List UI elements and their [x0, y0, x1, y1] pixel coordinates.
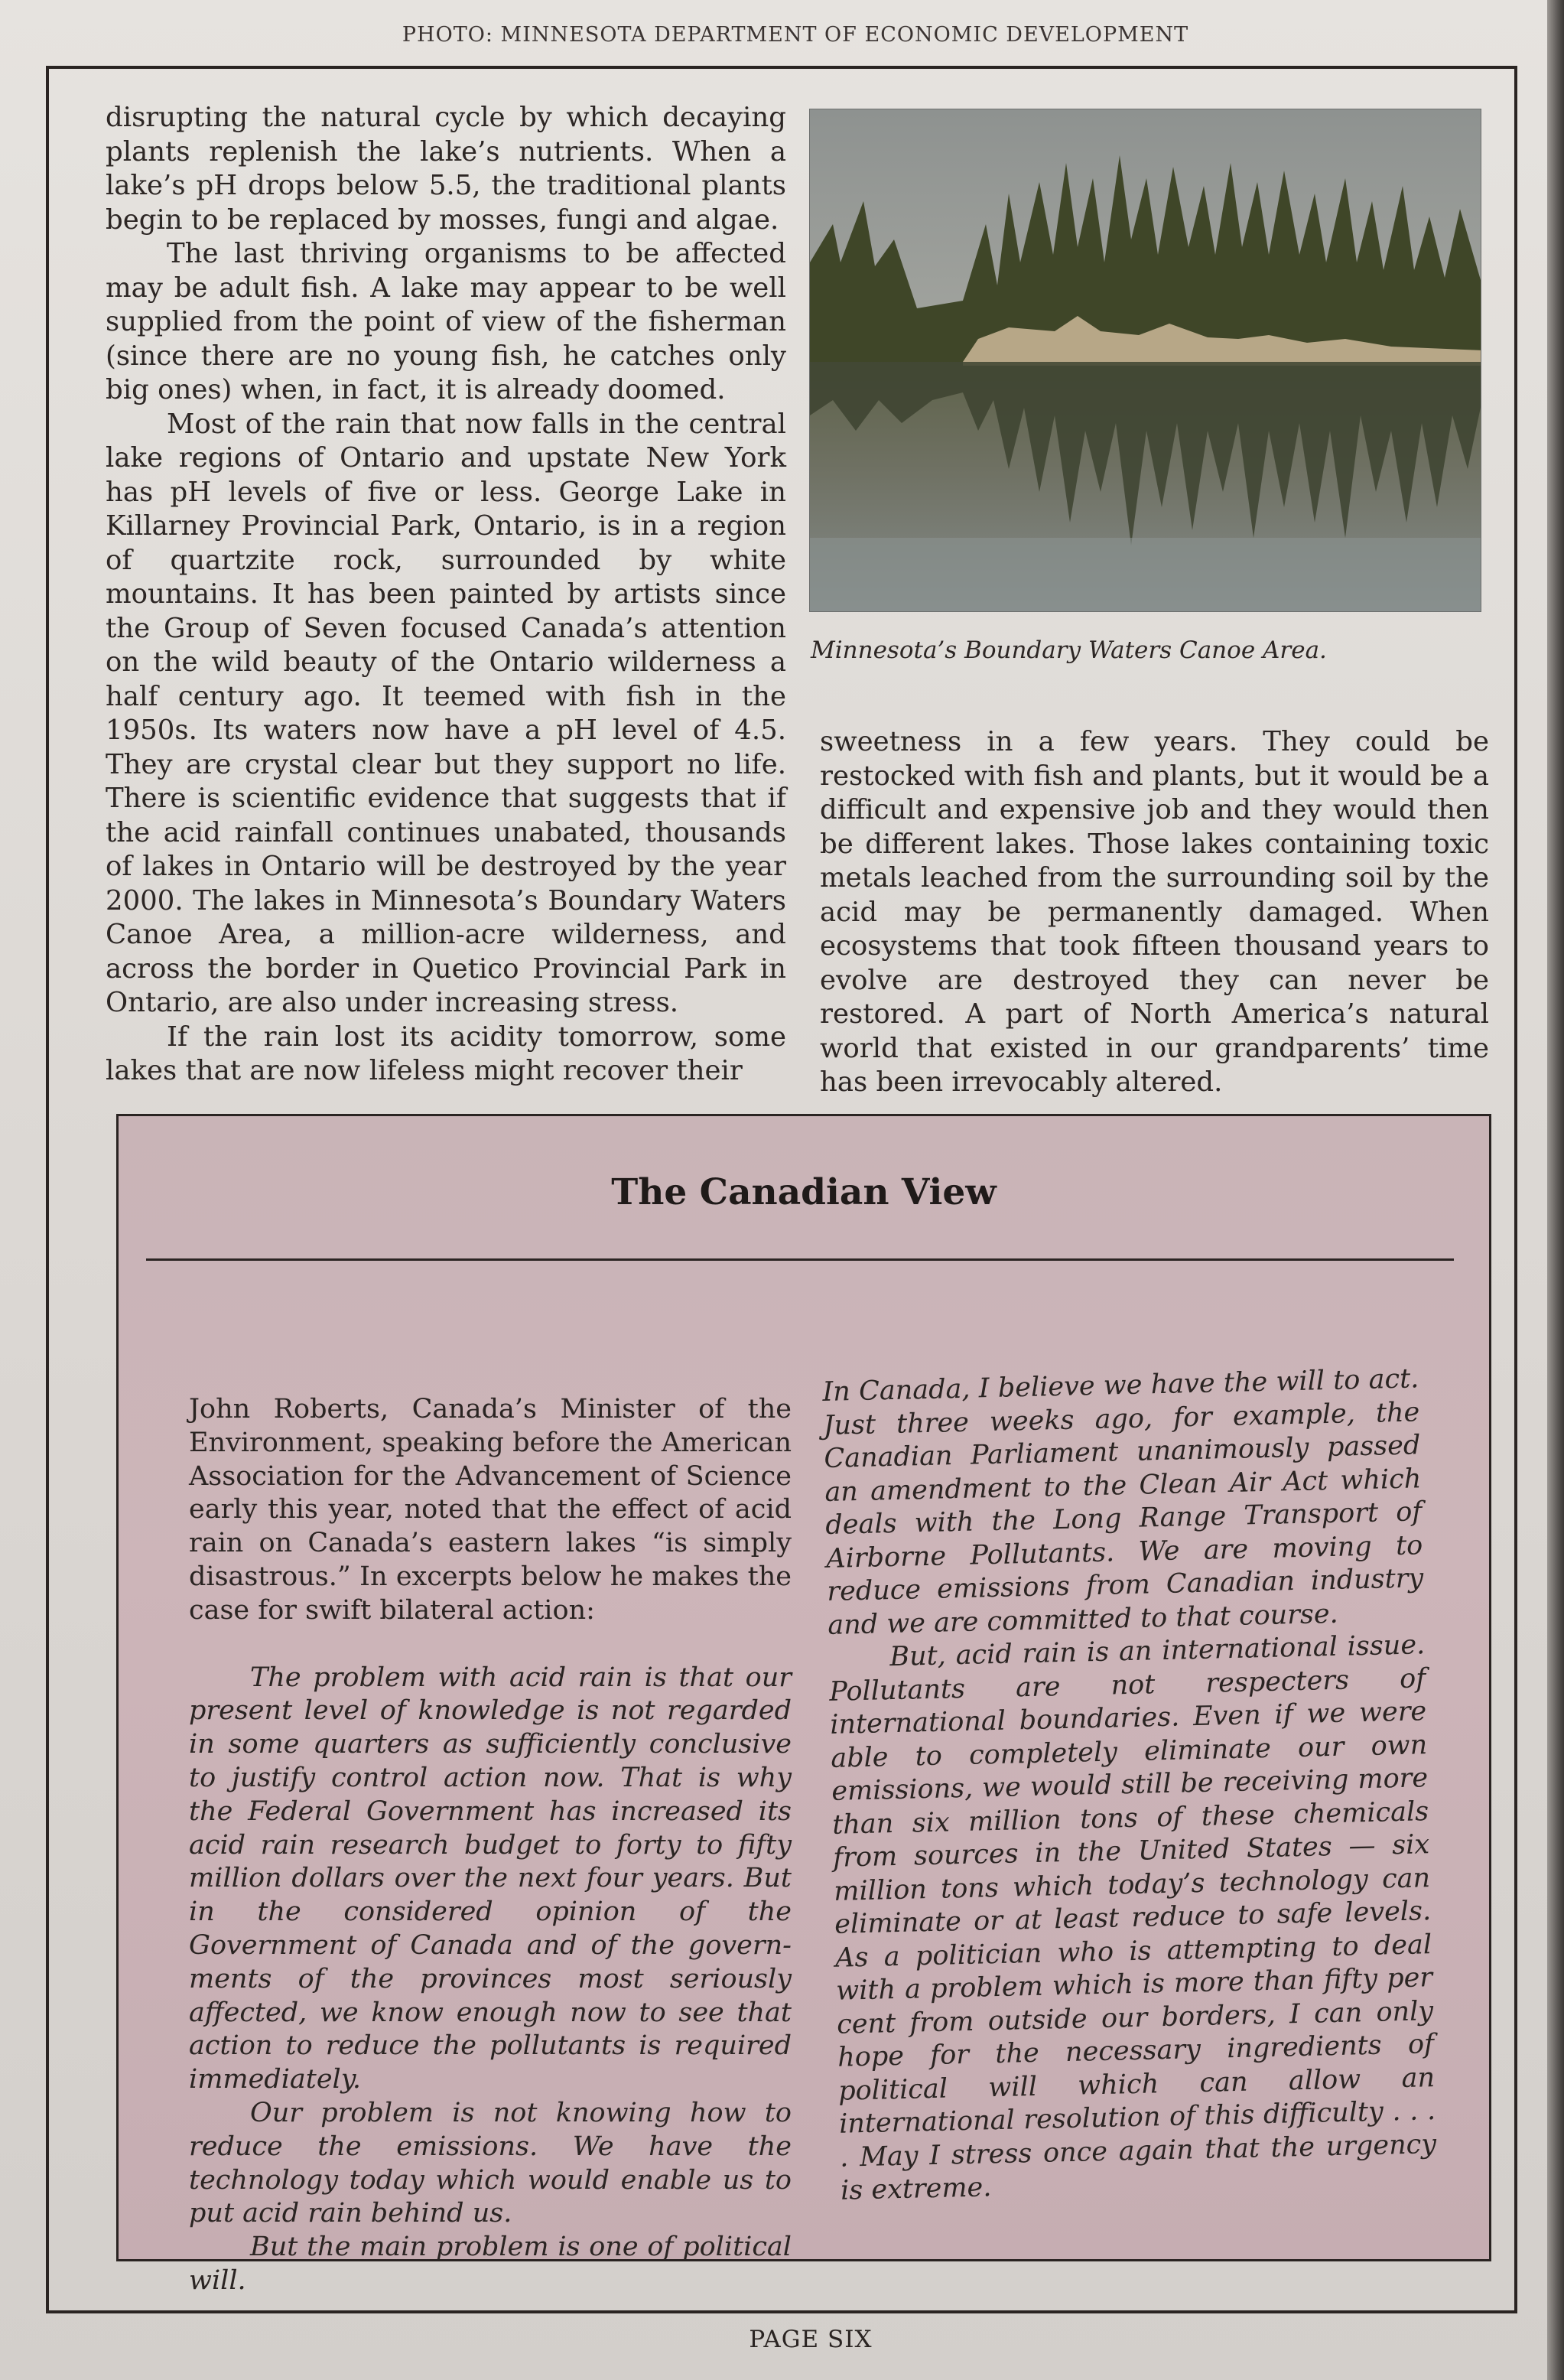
- sidebar-divider: [146, 1258, 1454, 1261]
- quote-paragraph: But, acid rain is an international issue. Pollutants are not respecters of international boundaries. Even if we were able to completely eliminate our own emissions, we would still be receiving more than six million tons of these chemicals from sources in the United States — six million tons which today’s technology can eliminate or at least reduce to safe levels. As a politician who is attempting to deal with a problem which is more than fifty per cent from outside our borders, I can only hope for the necessary ingredients of political will which can allow an international resolution of this difficulty . . . . May I stress once again that the urgency is extreme.: [828, 1630, 1437, 2206]
- article-paragraph: disrupting the natural cycle by which decaying plants replenish the lake’s nutrients. When a lake’s pH drops below 5.5, the traditional plants begin to be replaced by mosses, fungi and algae.: [106, 102, 786, 236]
- quote-paragraph: But the main problem is one of political will.: [189, 2232, 792, 2296]
- canadian-view-sidebar: [116, 1114, 1491, 2296]
- photo-credit: PHOTO: MINNESOTA DEPARTMENT OF ECONOMIC DEVELOPMENT: [402, 23, 1189, 47]
- lake-photo: [809, 109, 1481, 612]
- page-number: PAGE SIX: [749, 2326, 873, 2353]
- page-spine-edge: [1547, 0, 1564, 2380]
- quote-paragraph: In Canada, I believe we have the will to act. Just three weeks ago, for example, the Canadian Parliament unanimously passed an amendment to the Clean Air Act which deals with the Long Range Transport of Airborne Pollutants. We are moving to reduce emissions from Canadian industry and we are committed to that course.: [822, 1363, 1424, 1641]
- article-right-column: [820, 725, 1489, 1100]
- article-left-column: [106, 101, 786, 1089]
- sidebar-left-column: [189, 1393, 792, 2298]
- quote-paragraph: The problem with acid rain is that our present level of knowledge is not regarded in some quarters as sufficiently conclusive to justify control action now. That is why the Federal Government has increased its acid rain research budget to forty to fifty million dollars over the next four years. But in the considered opinion of the Government of Canada and of the governments of the provinces most seriously affected, we know enough now to see that action to reduce the pollutants is required immediately.: [189, 1662, 792, 2095]
- article-paragraph: If the rain lost its acidity tomorrow, some lakes that are now lifeless might recover their: [106, 1021, 786, 1086]
- article-paragraph: Most of the rain that now falls in the central lake regions of Ontario and upstate New York has pH levels of five or less. George Lake in Killarney Provincial Park, Ontario, is in a region of quartzite rock, surrounded by white mountains. It has been painted by artists since the Group of Seven focused Canada’s attention on the wild beauty of the Ontario wilderness a half century ago. It teemed with fish in the 1950s. Its waters now have a pH level of 4.5. They are crystal clear but they support no life. There is scientific evidence that suggests that if the acid rainfall continues unabated, thousands of lakes in Ontario will be destroyed by the year 2000. The lakes in Minnesota’s Boundary Waters Canoe Area, a million-acre wilderness, and across the border in Quetico Provincial Park in Ontario, are also under increasing stress.: [106, 408, 786, 1018]
- quote-paragraph: Our problem is not knowing how to reduce the emissions. We have the technology today which would enable us to put acid rain behind us.: [189, 2097, 792, 2229]
- photo-caption: Minnesota’s Boundary Waters Canoe Area.: [811, 637, 1327, 664]
- sidebar-right-column: [822, 1363, 1437, 2208]
- lake-forest-photo-image: [810, 109, 1481, 612]
- article-paragraph: The last thriving organisms to be affected may be adult fish. A lake may appear to be well supplied from the point of view of the fisherman (since there are no young fish, he catches only big ones) when, in fact, it is already doomed.: [106, 238, 786, 405]
- article-paragraph: sweetness in a few years. They could be restocked with fish and plants, but it would be a difficult and expensive job and they would then be different lakes. Those lakes containing toxic metals leached from the surrounding soil by the acid may be permanently damaged. When ecosystems that took fifteen thousand years to evolve are destroyed they can never be restored. A part of North America’s natural world that existed in our grandparents’ time has been irrevocably altered.: [820, 726, 1489, 1098]
- paragraph-spacer: [189, 1628, 792, 1662]
- sidebar-intro: John Roberts, Canada’s Minister of the Environment, speaking before the American Association for the Advancement of Science early this year, noted that the effect of acid rain on Canada’s eastern lakes “is simply disastrous.” In excerpts below he makes the case for swift bilateral action:: [189, 1394, 792, 1626]
- sidebar-title: The Canadian View: [611, 1171, 997, 1213]
